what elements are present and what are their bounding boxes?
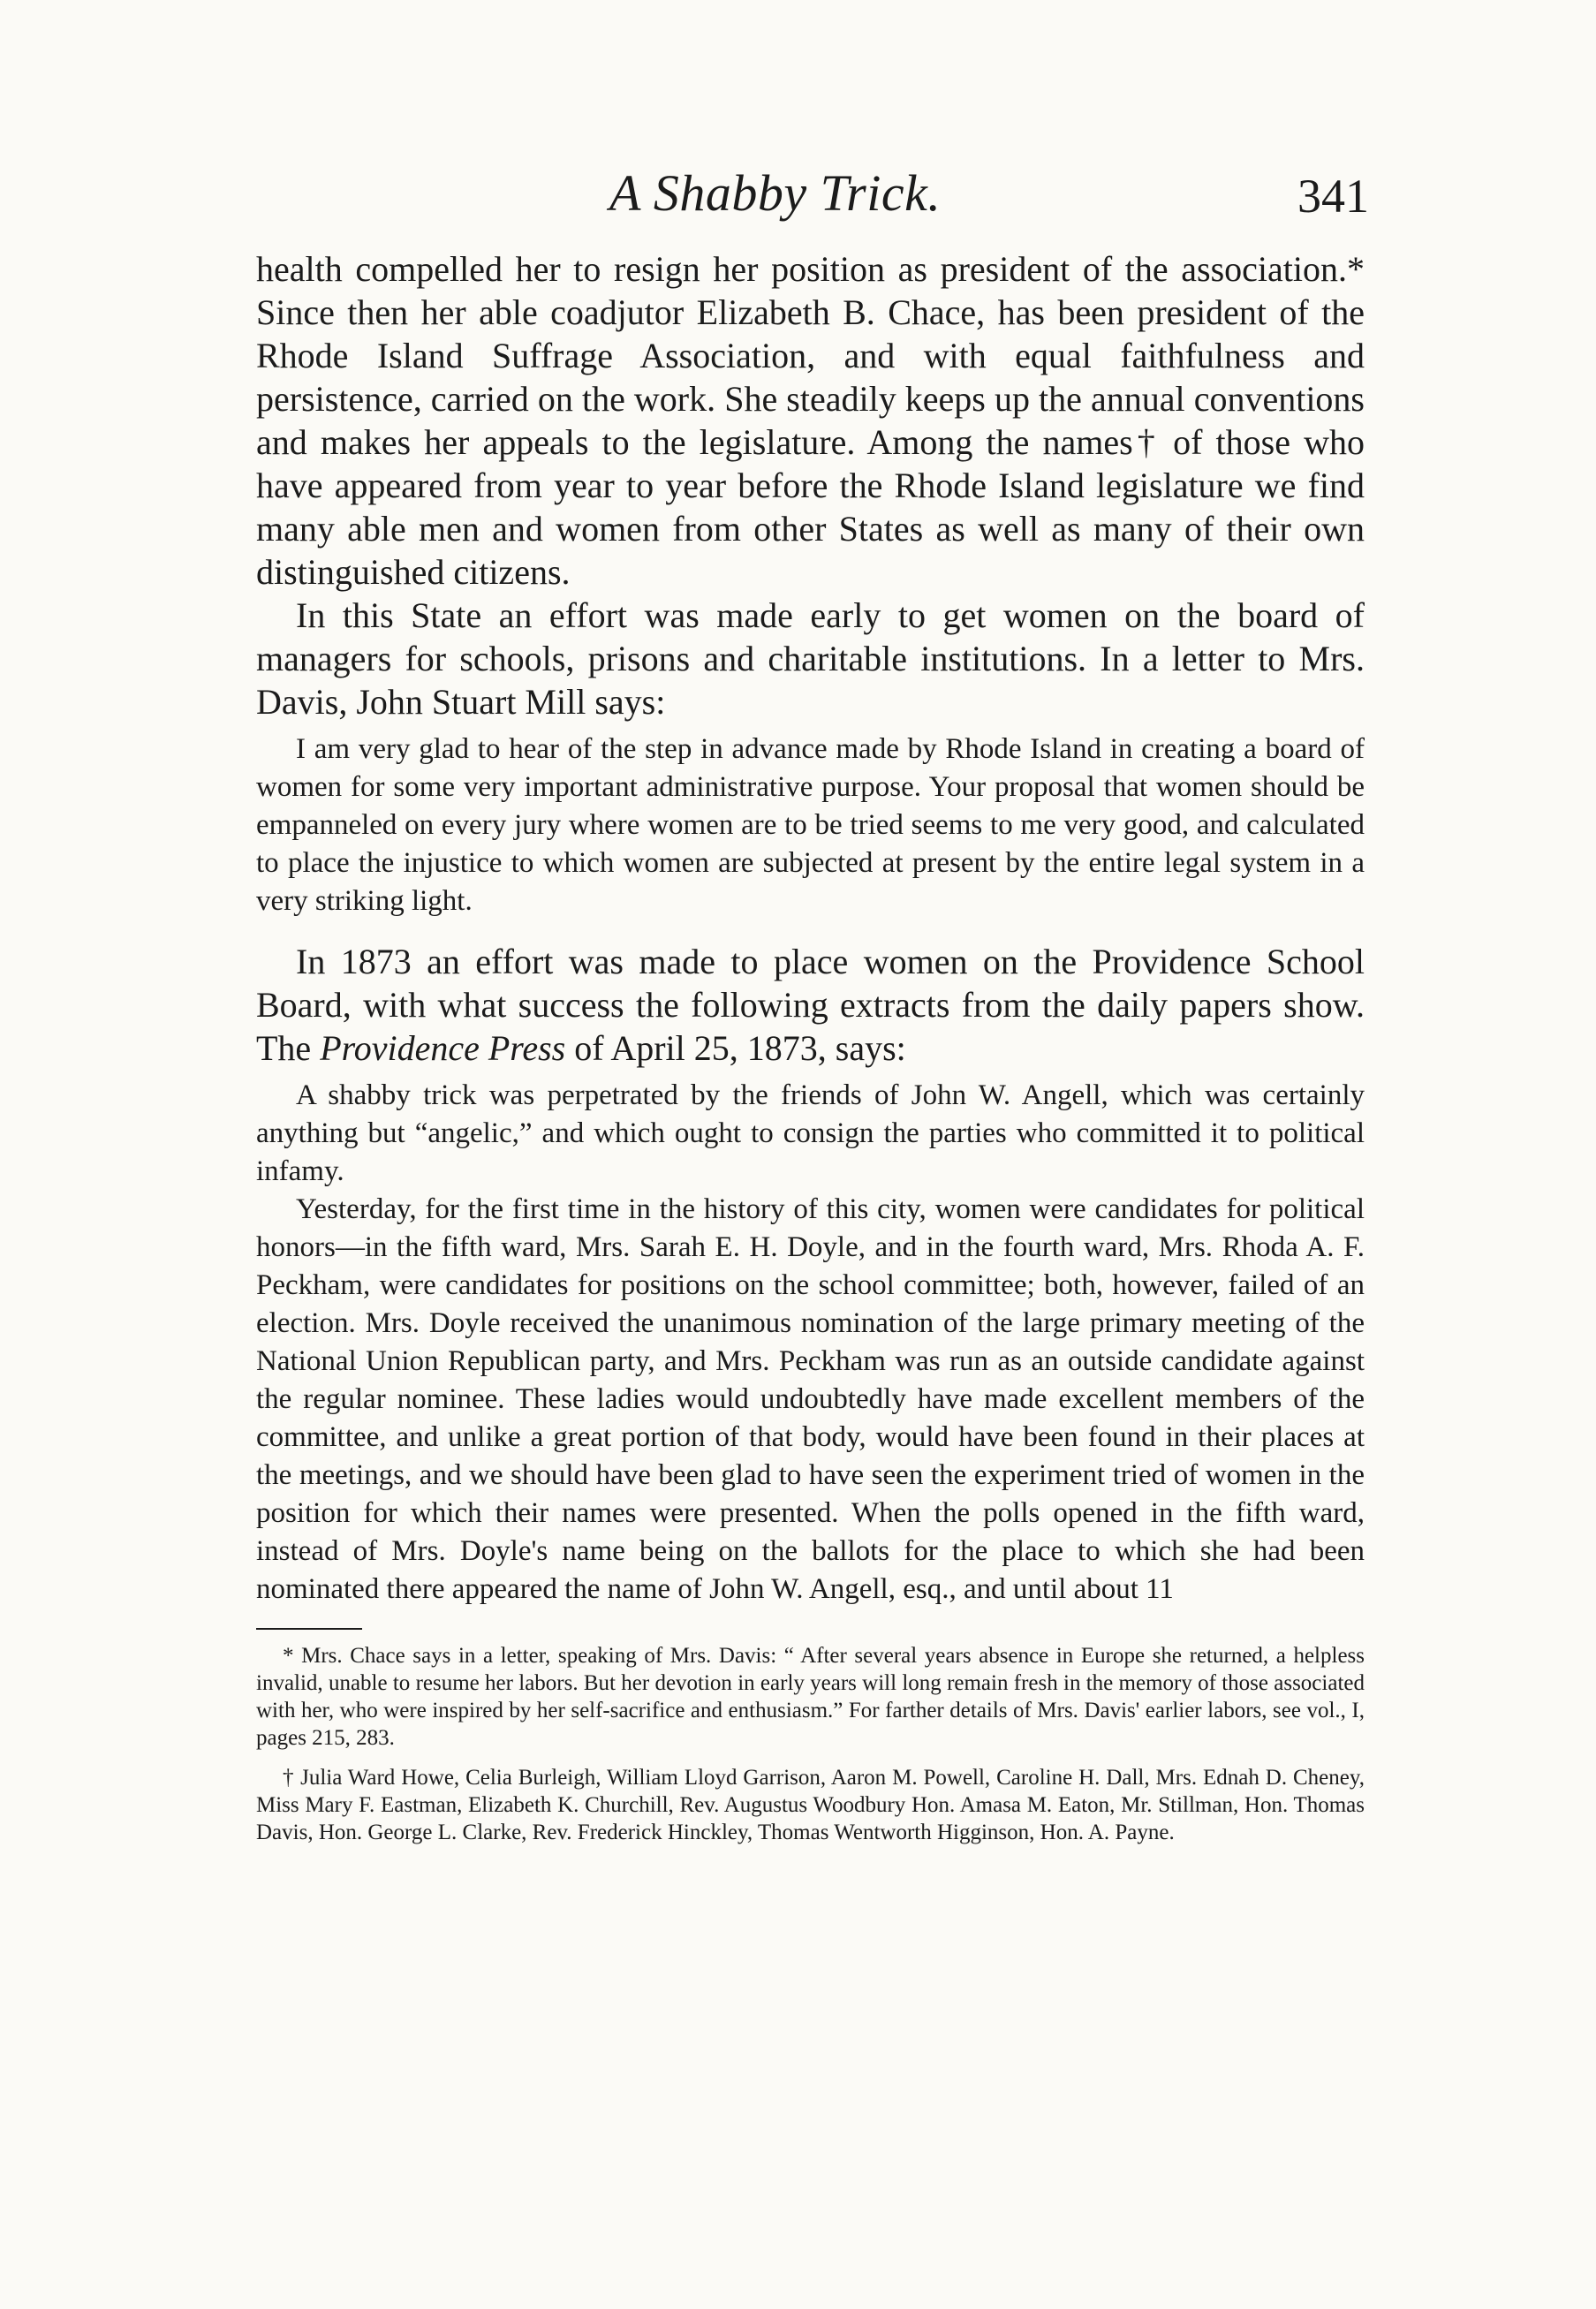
paragraph-mill-intro: In this State an effort was made early to get women on the board of managers for schools, prisons and charitable institutions. In a letter to Mrs. Davis, John Stuart Mill says: [256, 595, 1365, 722]
press-extract-paragraph-1: A shabby trick was perpetrated by the friends of John W. Angell, which was certainly anything but “angelic,” and which ought to consign the parties who committed it to political infamy. [256, 1079, 1365, 1187]
running-head [256, 163, 1369, 243]
main-text [256, 247, 1365, 1859]
press-extract-quote [256, 1077, 1365, 1609]
footnote-2: † Julia Ward Howe, Celia Burleigh, William Lloyd Garrison, Aaron M. Powell, Caroline H. Dall, Mrs. Ednah D. Cheney, Miss Mary F. Eastman, Elizabeth K. Churchill, Rev. Augustus Woodbury Hon. Amasa M. Eaton, Mr. Stillman, Hon. Thomas Davis, Hon. George L. Clarke, Rev. Frederick Hinckley, Thomas Wentworth Higginson, Hon. A. Payne. [256, 1766, 1365, 1844]
mill-letter-text: I am very glad to hear of the step in advance made by Rhode Island in creating a board of women for some very important administrative purpose. Your proposal that women should be empanneled on every jury where women are to be tried seems to me very good, and calculated to place the injustice to which women are subjected at present by the entire legal system in a very striking light. [256, 733, 1365, 917]
page-number: 341 [1297, 170, 1369, 223]
paragraph-continued: health compelled her to resign her position as president of the association.* Since then her able coadjutor Elizabeth B. Chace, has been president of the Rhode Island Suffrage Association, and with equal faithfulness and persistence, carried on the work. She steadily keeps up the annual conventions and makes her appeals to the legislature. Among the names† of those who have appeared from year to year before the Rhode Island legislature we find many able men and women from other States as well as many of their own distinguished citizens. [256, 249, 1365, 592]
school-board-text-end: of April 25, 1873, says: [565, 1028, 906, 1068]
paragraph-school-board [256, 940, 1365, 1070]
mill-letter-quote [256, 731, 1365, 920]
school-board-text-start: In 1873 an effort was made to place women on the Providence School Board, with what success the following extracts from the daily papers show. The [256, 942, 1365, 1068]
running-title: A Shabby Trick. [609, 164, 942, 222]
footnote-divider [256, 1628, 362, 1630]
newspaper-title: Providence Press [320, 1028, 566, 1068]
footnote-1: * Mrs. Chace says in a letter, speaking of Mrs. Davis: “ After several years absence in Europe she returned, a helpless invalid, unable to resume her labors. But her devotion in early years will long remain fresh in the memory of those associated with her, who were inspired by her self-sacrifice and enthusiasm.” For farther details of Mrs. Davis' earlier labors, see vol., I, pages 215, 283. [256, 1644, 1365, 1750]
press-extract-paragraph-2: Yesterday, for the first time in the history of this city, women were candidates for political honors—in the fifth ward, Mrs. Sarah E. H. Doyle, and in the fourth ward, Mrs. Rhoda A. F. Peckham, were candidates for positions on the school committee; both, however, failed of an election. Mrs. Doyle received the unanimous nomination of the large primary meeting of the National Union Republican party, and Mrs. Peckham was run as an outside candidate against the regular nominee. These ladies would undoubtedly have made excellent members of the committee, and unlike a great portion of that body, would have been found in their places at the meetings, and we should have been glad to have seen the experiment tried of women in the position for which their names were presented. When the polls opened in the fifth ward, instead of Mrs. Doyle's name being on the ballots for the place to which she had been nominated there appeared the name of John W. Angell, esq., and until about 11 [256, 1193, 1365, 1605]
